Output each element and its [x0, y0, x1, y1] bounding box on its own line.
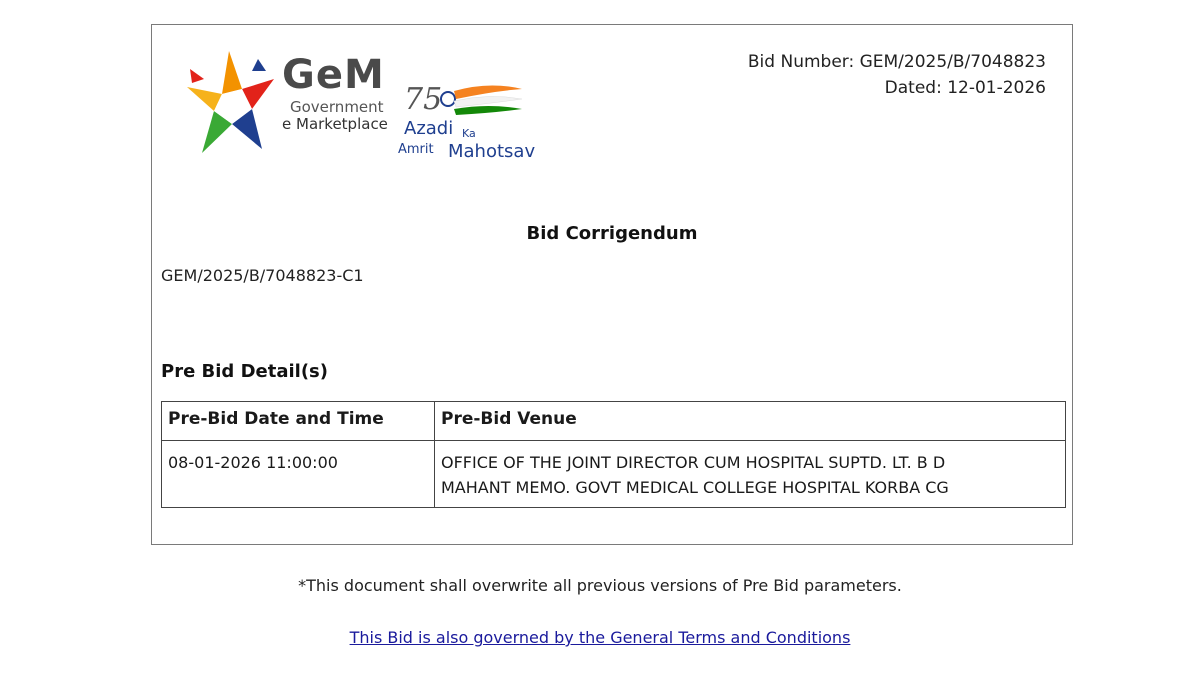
document-frame: [151, 24, 1073, 545]
table-row: [162, 441, 1066, 508]
document-title: Bid Corrigendum: [526, 223, 698, 244]
column-header-datetime: Pre-Bid Date and Time: [162, 402, 435, 441]
venue-line-2: MAHANT MEMO. GOVT MEDICAL COLLEGE HOSPITAL KORBA CG: [441, 478, 949, 497]
svg-text:Amrit: Amrit: [398, 142, 434, 157]
general-terms-link[interactable]: This Bid is also governed by the General Terms and Conditions: [349, 628, 851, 647]
cell-datetime: 08-01-2026 11:00:00: [162, 441, 435, 508]
gem-logo-line1: Government: [290, 98, 384, 116]
table-header-row: [162, 402, 1066, 441]
svg-text:75: 75: [404, 82, 443, 117]
cell-venue: [435, 441, 1066, 508]
header-logos: [182, 41, 562, 161]
bid-number: Bid Number: GEM/2025/B/7048823: [747, 52, 1046, 72]
bid-meta: [748, 49, 1046, 101]
gem-logo-word: GeM: [282, 52, 385, 98]
gem-wordmark: [282, 52, 388, 133]
gem-logo-line2: e Marketplace: [282, 115, 388, 133]
svg-text:Azadi: Azadi: [404, 118, 454, 139]
column-header-venue: Pre-Bid Venue: [435, 402, 1066, 441]
bid-dated: Dated: 12-01-2026: [884, 78, 1046, 98]
svg-text:Mahotsav: Mahotsav: [448, 141, 536, 162]
azadi-ka-amrit-mahotsav-logo-icon: [398, 79, 564, 162]
svg-text:Ka: Ka: [462, 127, 476, 140]
overwrite-note: *This document shall overwrite all previous versions of Pre Bid parameters.: [298, 576, 902, 595]
gem-star-logo-icon: [182, 49, 277, 159]
corrigendum-number: GEM/2025/B/7048823-C1: [161, 266, 364, 285]
pre-bid-table: [161, 401, 1066, 508]
venue-line-1: OFFICE OF THE JOINT DIRECTOR CUM HOSPITAL SUPTD. LT. B D: [441, 453, 946, 472]
section-title-pre-bid: Pre Bid Detail(s): [161, 361, 328, 382]
terms-link-container: [0, 628, 1200, 647]
